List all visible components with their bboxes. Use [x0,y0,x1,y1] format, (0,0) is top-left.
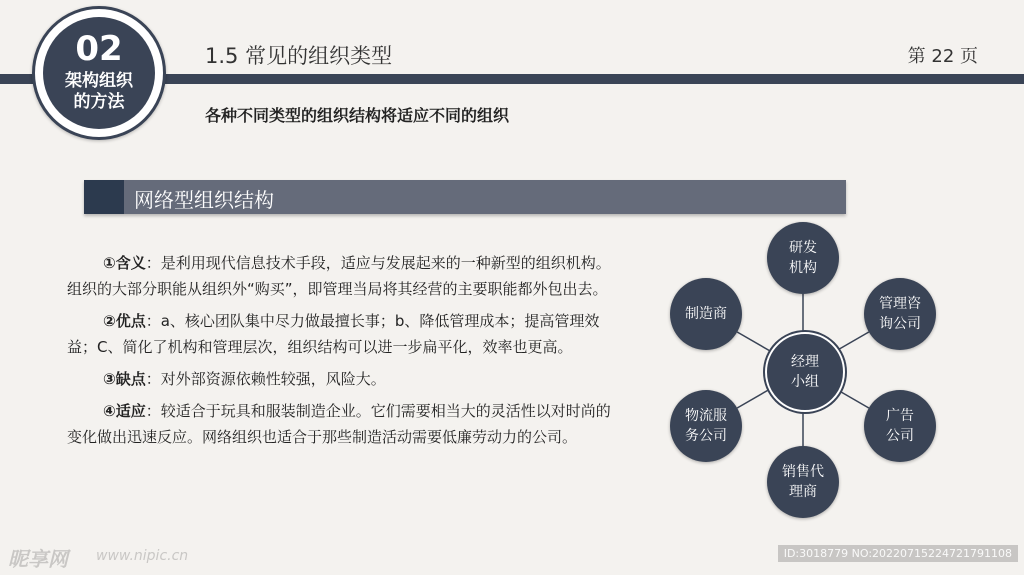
paragraph-label: ②优点 [103,312,146,330]
watermark-logo: 昵享网 [8,547,68,571]
connector-line [737,389,770,408]
node-manufacturer [670,278,742,350]
node-sales-agent [767,446,839,518]
node-label: 广告 公司 [885,408,914,444]
banner-title: 网络型组织结构 [134,188,274,212]
node-rnd [767,222,839,294]
chapter-badge [32,6,166,140]
page-number: 第 22 页 [907,46,978,67]
watermark-url: www.nipic.cn [96,548,189,564]
node-label: 管理咨 询公司 [878,296,921,332]
chapter-number: 02 [75,29,123,69]
network-diagram [660,225,950,525]
paragraph-body: ：较适合于玩具和服装制造企业。它们需要相当大的灵活性以对时尚的变化做出迅速反应。网络组织也适合于那些制造活动需要低廉劳动力的公司。 [67,402,611,446]
node-label: 研发 机构 [789,240,817,276]
node-advertising [864,390,936,462]
node-label: 销售代 理商 [782,464,824,500]
topic-banner [84,180,846,214]
paragraph-label: ①含义 [103,254,146,272]
banner-accent-block [84,180,124,214]
connector-line [836,332,869,351]
paragraph-body: ：是利用现代信息技术手段，适应与发展起来的一种新型的组织机构。组织的大部分职能从组织外“购买”，即管理当局将其经营的主要职能都外包出去。 [67,254,611,298]
chapter-title: 架构组织的方法 [65,71,133,112]
content-text [67,250,612,456]
paragraph-applicability [67,398,612,450]
node-label: 物流服 务公司 [685,408,727,444]
center-node [765,332,845,412]
section-title: 1.5 常见的组织类型 [205,44,393,68]
paragraph-body: ：对外部资源依赖性较强，风险大。 [145,370,386,388]
center-node-label: 经理 小组 [791,354,819,390]
node-label: 制造商 [685,306,727,322]
paragraph-disadvantages [67,366,612,392]
paragraph-body: ：a、核心团队集中尽力做最擅长事；b、降低管理成本；提高管理效益；C、简化了机构和管理层次，组织结构可以进一步扁平化，效率也更高。 [67,312,600,356]
paragraph-advantages [67,308,612,360]
node-consulting [864,278,936,350]
watermark-id: ID:3018779 NO:20220715224721791108 [778,545,1018,562]
paragraph-label: ③缺点 [103,370,146,388]
slide-subtitle: 各种不同类型的组织结构将适应不同的组织 [205,106,510,125]
paragraph-label: ④适应 [103,402,146,420]
node-logistics [670,390,742,462]
connector-line [737,332,770,351]
paragraph-definition [67,250,612,302]
connector-line [836,389,869,408]
